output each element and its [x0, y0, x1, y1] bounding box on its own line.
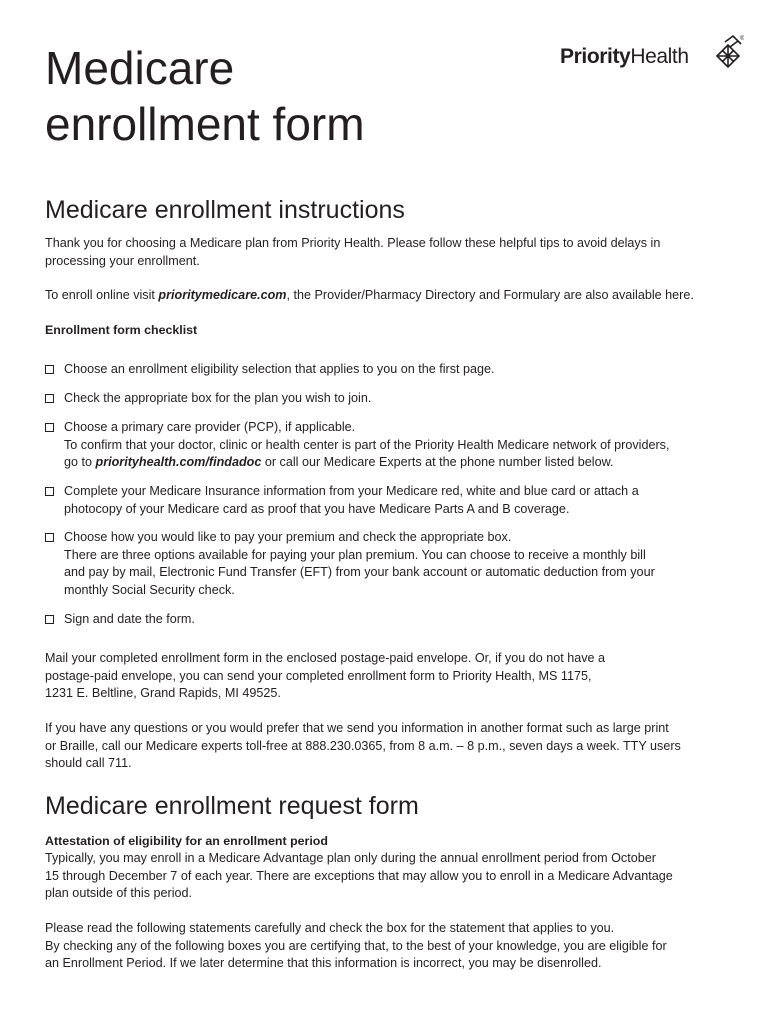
checkbox[interactable]: [45, 487, 54, 496]
logo-regular-text: Health: [630, 45, 689, 68]
checklist-item-text: Complete your Medicare Insurance information from your Medicare red, white and blue card or attach a photocopy of your Medicare card as proof that you have Medicare Parts A and B coverage.: [64, 484, 639, 516]
checkbox[interactable]: [45, 423, 54, 432]
request-form-heading: Medicare enrollment request form: [45, 792, 419, 820]
questions-paragraph: If you have any questions or you would prefer that we send you information in another format such as large print or Braille, call our Medicare experts toll-free at 888.230.0365, from 8 a.m. – 8 p.m., seven days a week. TTY users should call 711.: [45, 721, 681, 770]
findadoc-link[interactable]: priorityhealth.com/findadoc: [95, 455, 262, 469]
title-line-1: Medicare: [45, 42, 235, 94]
logo-registered-mark: ®: [740, 36, 744, 42]
online-text-post: , the Provider/Pharmacy Directory and Formulary are also available here.: [286, 288, 694, 302]
checklist-item-text: Choose a primary care provider (PCP), if applicable. To confirm that your doctor, clinic or health center is part of the Priority Health Medicare network of providers, go to priorityhealth.com/findadoc or call our Medicare Experts at the phone number listed below.: [64, 420, 670, 469]
logo-wordmark: [560, 45, 689, 69]
instructions-heading: Medicare enrollment instructions: [45, 196, 405, 224]
online-text-pre: To enroll online visit: [45, 288, 159, 302]
mail-paragraph: Mail your completed enrollment form in the enclosed postage-paid envelope. Or, if you do not have a postage-paid envelope, you can send your completed enrollment form to Priority Health, MS 1175, 1231 E. Beltline, Grand Rapids, MI 49525.: [45, 651, 606, 700]
checklist-item-text: Sign and date the form.: [64, 612, 195, 626]
intro-line-1: Thank you for choosing a Medicare plan from Priority Health. Please follow these helpful tips to avoid delays in: [45, 236, 661, 250]
checklist-item-text: Choose an enrollment eligibility selection that applies to you on the first page.: [64, 362, 495, 376]
intro-line-2: processing your enrollment.: [45, 253, 200, 268]
logo-bold-text: Priority: [560, 45, 631, 68]
logo-lattice-icon: [714, 34, 744, 70]
statements-paragraph: Please read the following statements carefully and check the box for the statement that applies to you. By checking any of the following boxes you are certifying that, to the best of your knowledge, you are eligible for an Enrollment Period. If we later determine that this information is incorrect, you may be disenrolled.: [45, 921, 667, 970]
attestation-paragraph: Typically, you may enroll in a Medicare Advantage plan only during the annual enrollment period from October 15 through December 7 of each year. There are exceptions that may allow you to enroll in a Medicare Advantage plan outside of this period.: [45, 851, 673, 900]
attestation-heading: Attestation of eligibility for an enrollment period: [45, 834, 328, 848]
checkbox[interactable]: [45, 365, 54, 374]
checkbox[interactable]: [45, 394, 54, 403]
online-enroll-paragraph: [45, 287, 735, 305]
title-line-2: enrollment form: [45, 98, 365, 150]
checklist-heading: Enrollment form checklist: [45, 323, 198, 337]
intro-paragraph: [45, 235, 735, 270]
checkbox[interactable]: [45, 533, 54, 542]
prioritymedicare-link[interactable]: prioritymedicare.com: [158, 288, 287, 302]
checklist-item-text: Check the appropriate box for the plan you wish to join.: [64, 391, 372, 405]
checkbox[interactable]: [45, 615, 54, 624]
checklist-item-text: Choose how you would like to pay your premium and check the appropriate box. There are three options available for paying your plan premium. You can choose to receive a monthly bill and pay by mail, Electronic Fund Transfer (EFT) from your bank account or automatic deduction from your monthly Social Security check.: [64, 530, 655, 597]
priority-health-logo: [558, 34, 748, 76]
page-title: [45, 40, 505, 152]
